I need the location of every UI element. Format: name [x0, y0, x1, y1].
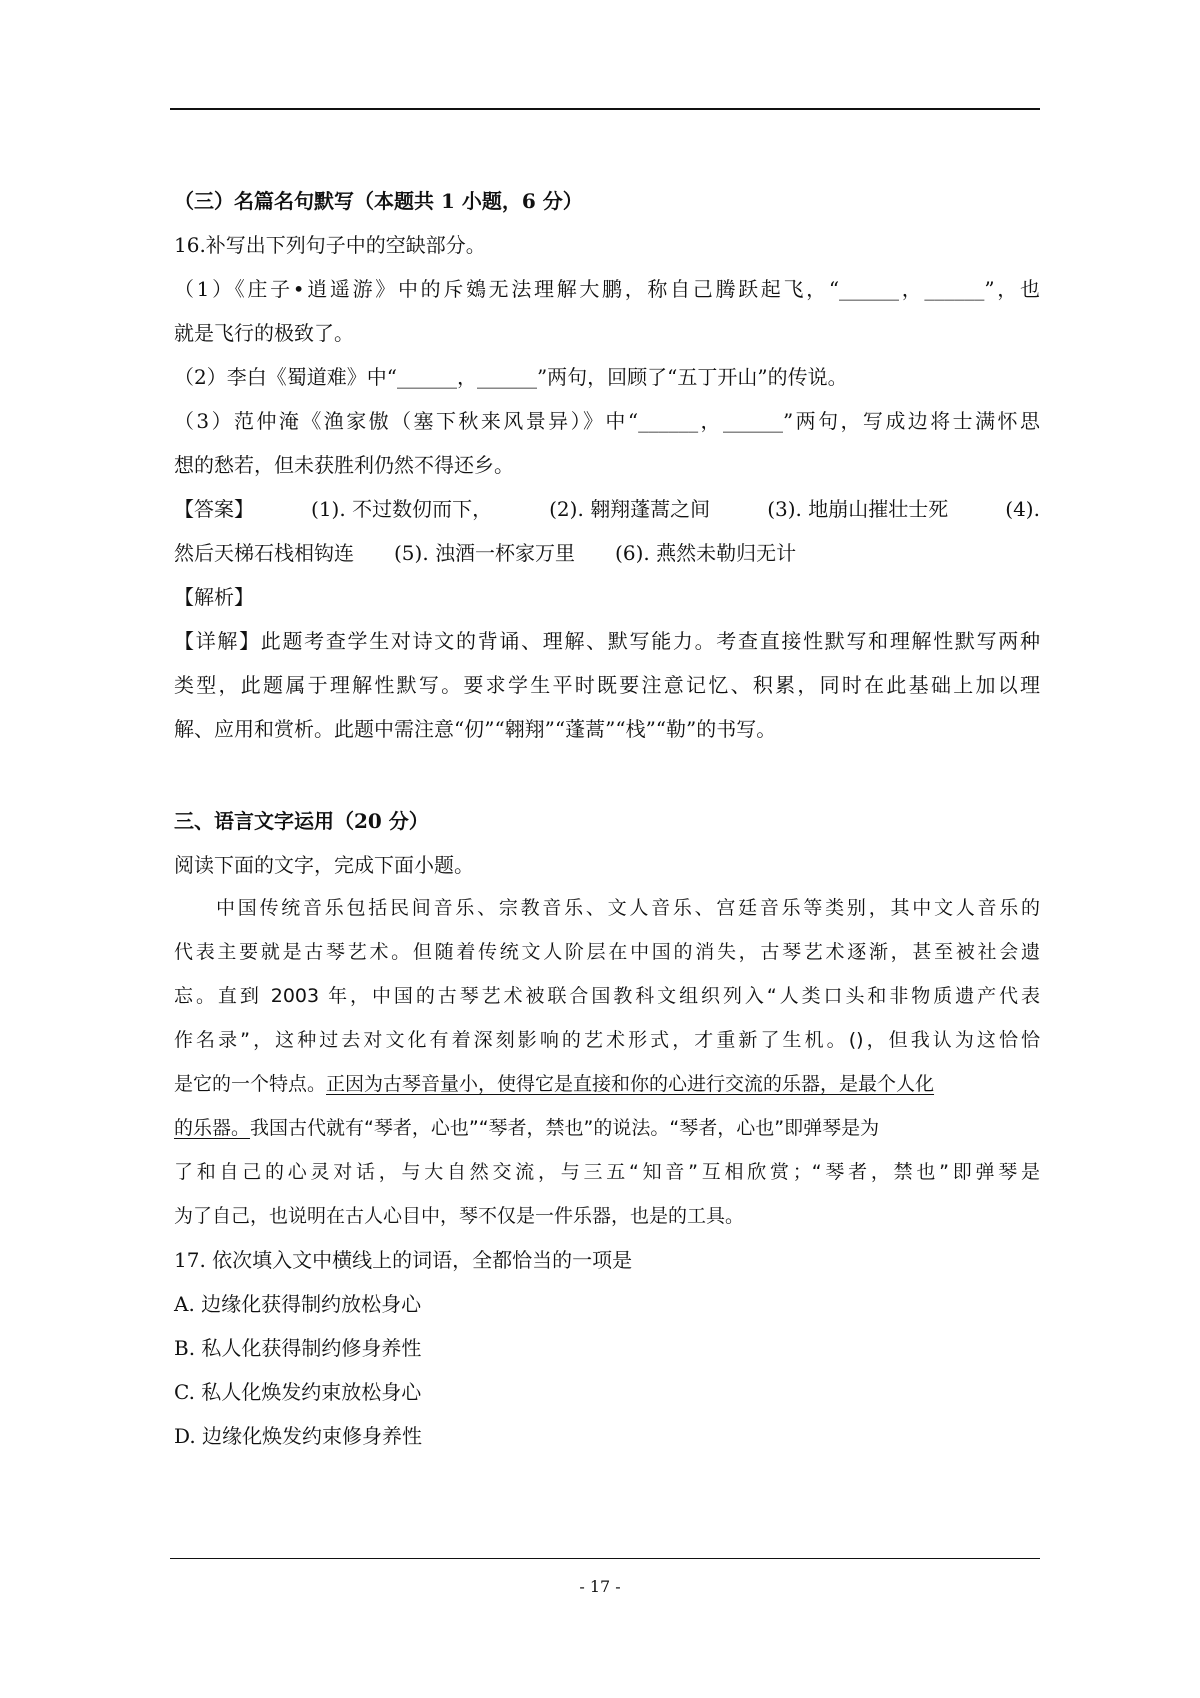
answer-3: (3). 地崩山摧壮士死 [767, 497, 949, 521]
option-d: D. 边缘化焕发约束修身养性 [174, 1424, 423, 1448]
answer-2: (2). 翱翔蓬蒿之间 [549, 497, 711, 521]
option-a: A. 边缘化获得制约放松身心 [174, 1292, 422, 1316]
detail-explanation-line-2: 类型，此题属于理解性默写。要求学生平时既要注意记忆、积累，同时在此基础上加以理 [174, 673, 1040, 697]
option-b: B. 私人化获得制约修身养性 [174, 1336, 422, 1360]
detail-explanation-line-1: 【详解】此题考查学生对诗文的背诵、理解、默写能力。考查直接性默写和理解性默写两种 [174, 629, 1040, 653]
header-rule [170, 108, 1040, 110]
question-16-stem: 16.补写出下列句子中的空缺部分。 [174, 233, 486, 257]
answer-row [174, 494, 1040, 524]
underlined-sentence-part-2: 的乐器。 [174, 1117, 251, 1139]
question-16-item-1-cont: 就是飞行的极致了。 [174, 321, 354, 345]
passage-line-6 [174, 1113, 1040, 1143]
passage-line-2: 代表主要就是古琴艺术。但随着传统文人阶层在中国的消失，古琴艺术逐渐，甚至被社会遗 [174, 941, 1040, 963]
question-16-item-3: （3）范仲淹《渔家傲（塞下秋来风景异）》中“______，______”两句，写成边将士满怀思 [174, 409, 1040, 433]
question-16-item-1: （1）《庄子•逍遥游》中的斥鴳无法理解大鹏，称自己腾跃起飞，“______，______”，也 [174, 277, 1040, 301]
section-heading-famous-lines: （三）名篇名句默写（本题共 1 小题，6 分） [174, 189, 583, 213]
passage-line-6-text: 我国古代就有“琴者，心也”“琴者，禁也”的说法。“琴者，心也”即弹琴是为 [250, 1117, 880, 1139]
passage-line-7: 了和自己的心灵对话，与大自然交流，与三五“知音”互相欣赏；“琴者，禁也”即弹琴是 [174, 1161, 1040, 1183]
question-17-stem: 17. 依次填入文中横线上的词语，全都恰当的一项是 [174, 1248, 633, 1272]
reading-instruction: 阅读下面的文字，完成下面小题。 [174, 853, 474, 877]
underlined-sentence-part-1: 正因为古琴音量小，使得它是直接和你的心进行交流的乐器，是最个人化 [326, 1073, 935, 1095]
analysis-label: 【解析】 [174, 585, 254, 609]
passage-line-5-text: 是它的一个特点。 [174, 1073, 327, 1095]
section-heading-language-use: 三、语言文字运用（20 分） [174, 809, 429, 833]
question-16-item-2: （2）李白《蜀道难》中“______，______”两句，回顾了“五丁开山”的传说。 [174, 365, 848, 389]
answer-1: (1). 不过数仞而下， [311, 497, 493, 521]
passage-line-1: 中国传统音乐包括民间音乐、宗教音乐、文人音乐、宫廷音乐等类别，其中文人音乐的 [216, 897, 1040, 919]
footer-rule [170, 1558, 1040, 1559]
passage-line-3: 忘。直到 2003 年，中国的古琴艺术被联合国教科文组织列入“人类口头和非物质遗产代表 [174, 985, 1040, 1007]
passage-line-4: 作名录”，这种过去对文化有着深刻影响的艺术形式，才重新了生机。()，但我认为这恰恰 [174, 1029, 1040, 1051]
question-16-item-3-cont: 想的愁若，但未获胜利仍然不得还乡。 [174, 453, 514, 477]
answer-4-label: (4). [1005, 497, 1040, 521]
page-number: - 17 - [579, 1577, 621, 1596]
detail-explanation-line-3: 解、应用和赏析。此题中需注意“仞”“翱翔”“蓬蒿”“栈”“勒”的书写。 [174, 717, 777, 741]
answer-label: 【答案】 [174, 497, 254, 521]
passage-line-5 [174, 1069, 1040, 1099]
option-c: C. 私人化焕发约束放松身心 [174, 1380, 422, 1404]
answer-row-2: 然后天梯石栈相钩连 (5). 浊酒一杯家万里 (6). 燕然未勒归无计 [174, 541, 797, 565]
passage-line-8: 为了自己，也说明在古人心目中，琴不仅是一件乐器，也是的工具。 [174, 1205, 745, 1227]
